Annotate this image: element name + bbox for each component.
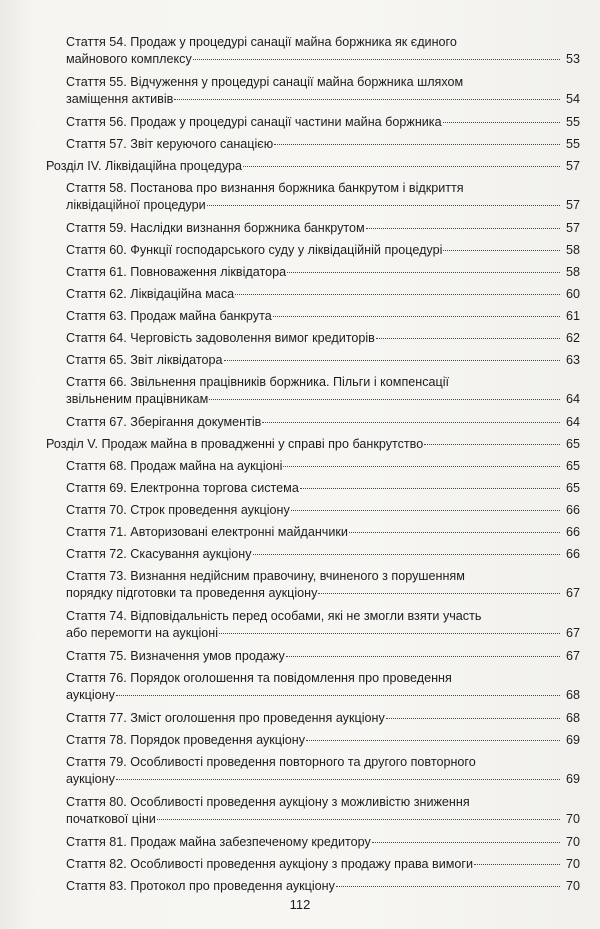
dot-leader xyxy=(306,739,560,741)
toc-page-number: 54 xyxy=(565,92,580,106)
toc-article-entry xyxy=(46,670,580,710)
toc-entry-title-line: Стаття 62. Ліквідаційна маса xyxy=(66,287,235,301)
toc-page-number: 53 xyxy=(565,52,580,66)
toc-entry-title-line: Стаття 60. Функції господарського суду у ліквідаційній процедурі xyxy=(66,243,443,257)
toc-entry-title-line: звільненим працівникам xyxy=(66,392,209,406)
dot-leader xyxy=(235,293,560,295)
toc-article-entry xyxy=(46,754,580,794)
toc-page-number: 68 xyxy=(565,711,580,725)
toc-entry-title-line: Стаття 69. Електронна торгова система xyxy=(66,481,299,495)
toc-page-number: 61 xyxy=(565,309,580,323)
toc-entry-title-line: або перемогти на аукціоні xyxy=(66,626,219,640)
toc-entry-title-line: Стаття 82. Особливості проведення аукціону з продажу права вимоги xyxy=(66,857,474,871)
toc-article-entry xyxy=(46,374,580,414)
toc-page-number: 69 xyxy=(565,772,580,786)
toc-page-number: 68 xyxy=(565,688,580,702)
toc-entry-title-line: заміщення активів xyxy=(66,92,174,106)
dot-leader xyxy=(300,487,560,489)
toc-entry-title-line: Стаття 70. Строк проведення аукціону xyxy=(66,503,290,517)
dot-leader xyxy=(287,271,560,273)
toc-article-entry xyxy=(46,352,580,374)
toc-article-entry xyxy=(46,308,580,330)
toc-entry-title-line: Стаття 80. Особливості проведення аукціону з можливістю зниження xyxy=(66,795,470,809)
dot-leader xyxy=(207,204,560,206)
dot-leader xyxy=(474,863,560,865)
toc-entry-title-line: Стаття 59. Наслідки визнання боржника банкрутом xyxy=(66,221,365,235)
toc-entry-title-line: Стаття 68. Продаж майна на аукціоні xyxy=(66,459,283,473)
toc-page-number: 60 xyxy=(565,287,580,301)
dot-leader xyxy=(318,592,560,594)
toc-entry-title-line: Стаття 56. Продаж у процедурі санації частини майна боржника xyxy=(66,115,442,129)
toc-page-number: 66 xyxy=(565,503,580,517)
toc-entry-title-line: Стаття 66. Звільнення працівників боржника. Пільги і компенсації xyxy=(66,375,450,389)
toc-page-number: 70 xyxy=(565,812,580,826)
dot-leader xyxy=(336,885,560,887)
toc-article-entry xyxy=(46,220,580,242)
toc-page-number: 70 xyxy=(565,879,580,893)
dot-leader xyxy=(116,778,560,780)
toc-page-number: 58 xyxy=(565,243,580,257)
toc-entry-title-line: Стаття 79. Особливості проведення повторного та другого повторного xyxy=(66,755,476,769)
toc-article-entry xyxy=(46,458,580,480)
toc-entry-title-line: ліквідаційної процедури xyxy=(66,198,206,212)
toc-entry-title-line: майнового комплексу xyxy=(66,52,192,66)
dot-leader xyxy=(209,398,560,400)
toc-entry-title-line: Стаття 58. Постанова про визнання боржника банкрутом і відкриття xyxy=(66,181,464,195)
toc-article-entry xyxy=(46,414,580,436)
dot-leader xyxy=(283,465,560,467)
toc-article-entry xyxy=(46,264,580,286)
toc-article-entry xyxy=(46,794,580,834)
dot-leader xyxy=(193,58,560,60)
toc-article-entry xyxy=(46,568,580,608)
dot-leader xyxy=(286,655,560,657)
toc-article-entry xyxy=(46,480,580,502)
toc-entry-title-line: Розділ V. Продаж майна в провадженні у справі про банкрутство xyxy=(46,437,424,451)
toc-page-number: 55 xyxy=(565,137,580,151)
toc-page-number: 67 xyxy=(565,586,580,600)
dot-leader xyxy=(366,227,560,229)
dot-leader xyxy=(253,553,560,555)
toc-article-entry xyxy=(46,732,580,754)
toc-page-number: 63 xyxy=(565,353,580,367)
dot-leader xyxy=(443,121,560,123)
toc-page-number: 66 xyxy=(565,547,580,561)
toc-entry-title-line: Стаття 54. Продаж у процедурі санації майна боржника як єдиного xyxy=(66,35,457,49)
toc-entry-title-line: Стаття 63. Продаж майна банкрута xyxy=(66,309,272,323)
dot-leader xyxy=(157,818,560,820)
toc-entry-title-line: Стаття 73. Визнання недійсним правочину, вчиненого з порушенням xyxy=(66,569,465,583)
toc-entry-title-line: Стаття 64. Черговість задоволення вимог кредиторів xyxy=(66,331,375,345)
dot-leader xyxy=(372,841,560,843)
dot-leader xyxy=(291,509,560,511)
toc-article-entry xyxy=(46,114,580,136)
dot-leader xyxy=(386,717,560,719)
toc-article-entry xyxy=(46,648,580,670)
toc-page-number: 65 xyxy=(565,459,580,473)
dot-leader xyxy=(349,531,560,533)
dot-leader xyxy=(424,443,560,445)
toc-article-entry xyxy=(46,286,580,308)
toc-entry-title-line: Стаття 81. Продаж майна забезпеченому кредитору xyxy=(66,835,371,849)
toc-entry-title-line: аукціону xyxy=(66,772,115,786)
toc-page-number: 57 xyxy=(565,159,580,173)
toc-article-entry xyxy=(46,856,580,878)
toc-page-number: 69 xyxy=(565,733,580,747)
toc-entry-title-line: Стаття 75. Визначення умов продажу xyxy=(66,649,285,663)
toc-page-number: 64 xyxy=(565,415,580,429)
toc-article-entry xyxy=(46,710,580,732)
toc-entry-title-line: Стаття 76. Порядок оголошення та повідомлення про проведення xyxy=(66,671,452,685)
toc-article-entry xyxy=(46,330,580,352)
toc-page-number: 58 xyxy=(565,265,580,279)
toc-page-number: 62 xyxy=(565,331,580,345)
toc-article-entry xyxy=(46,136,580,158)
toc-entry-title-line: Стаття 72. Скасування аукціону xyxy=(66,547,252,561)
dot-leader xyxy=(443,249,560,251)
toc-page-number: 55 xyxy=(565,115,580,129)
toc-entry-title-line: аукціону xyxy=(66,688,115,702)
toc-entry-title-line: порядку підготовки та проведення аукціону xyxy=(66,586,318,600)
toc-section-entry xyxy=(46,158,580,180)
dot-leader xyxy=(243,165,560,167)
toc-entry-title-line: Стаття 83. Протокол про проведення аукціону xyxy=(66,879,335,893)
toc-page-number: 65 xyxy=(565,481,580,495)
toc-article-entry xyxy=(46,502,580,524)
dot-leader xyxy=(174,98,560,100)
toc-page-number: 65 xyxy=(565,437,580,451)
page-number: 112 xyxy=(289,897,311,912)
toc-section-entry xyxy=(46,436,580,458)
toc-page-number: 66 xyxy=(565,525,580,539)
toc-article-entry xyxy=(46,242,580,264)
dot-leader xyxy=(224,359,560,361)
toc-article-entry xyxy=(46,74,580,114)
toc-page-number: 67 xyxy=(565,649,580,663)
toc-article-entry xyxy=(46,546,580,568)
dot-leader xyxy=(273,315,560,317)
toc-entry-title-line: Стаття 71. Авторизовані електронні майданчики xyxy=(66,525,348,539)
toc-article-entry xyxy=(46,180,580,220)
toc-entry-title-line: Стаття 78. Порядок проведення аукціону xyxy=(66,733,306,747)
toc-entry-title-line: Стаття 74. Відповідальність перед особами, які не змогли взяти участь xyxy=(66,609,482,623)
dot-leader xyxy=(116,694,560,696)
toc-entry-title-line: початкової ціни xyxy=(66,812,156,826)
toc-entry-title-line: Стаття 57. Звіт керуючого санацією xyxy=(66,137,274,151)
toc-page-number: 70 xyxy=(565,835,580,849)
toc-page-number: 57 xyxy=(565,221,580,235)
toc-page-number: 67 xyxy=(565,626,580,640)
table-of-contents xyxy=(46,34,580,900)
toc-entry-title-line: Стаття 77. Зміст оголошення про проведення аукціону xyxy=(66,711,385,725)
dot-leader xyxy=(262,421,560,423)
toc-entry-title-line: Розділ IV. Ліквідаційна процедура xyxy=(46,159,242,173)
toc-article-entry xyxy=(46,608,580,648)
toc-entry-title-line: Стаття 61. Повноваження ліквідатора xyxy=(66,265,287,279)
toc-entry-title-line: Стаття 55. Відчуження у процедурі санації майна боржника шляхом xyxy=(66,75,464,89)
toc-page-number: 57 xyxy=(565,198,580,212)
dot-leader xyxy=(376,337,560,339)
dot-leader xyxy=(274,143,560,145)
toc-article-entry xyxy=(46,834,580,856)
toc-article-entry xyxy=(46,524,580,546)
toc-page-number: 70 xyxy=(565,857,580,871)
toc-entry-title-line: Стаття 65. Звіт ліквідатора xyxy=(66,353,223,367)
toc-entry-title-line: Стаття 67. Зберігання документів xyxy=(66,415,262,429)
dot-leader xyxy=(219,632,560,634)
toc-page-number: 64 xyxy=(565,392,580,406)
toc-article-entry xyxy=(46,34,580,74)
